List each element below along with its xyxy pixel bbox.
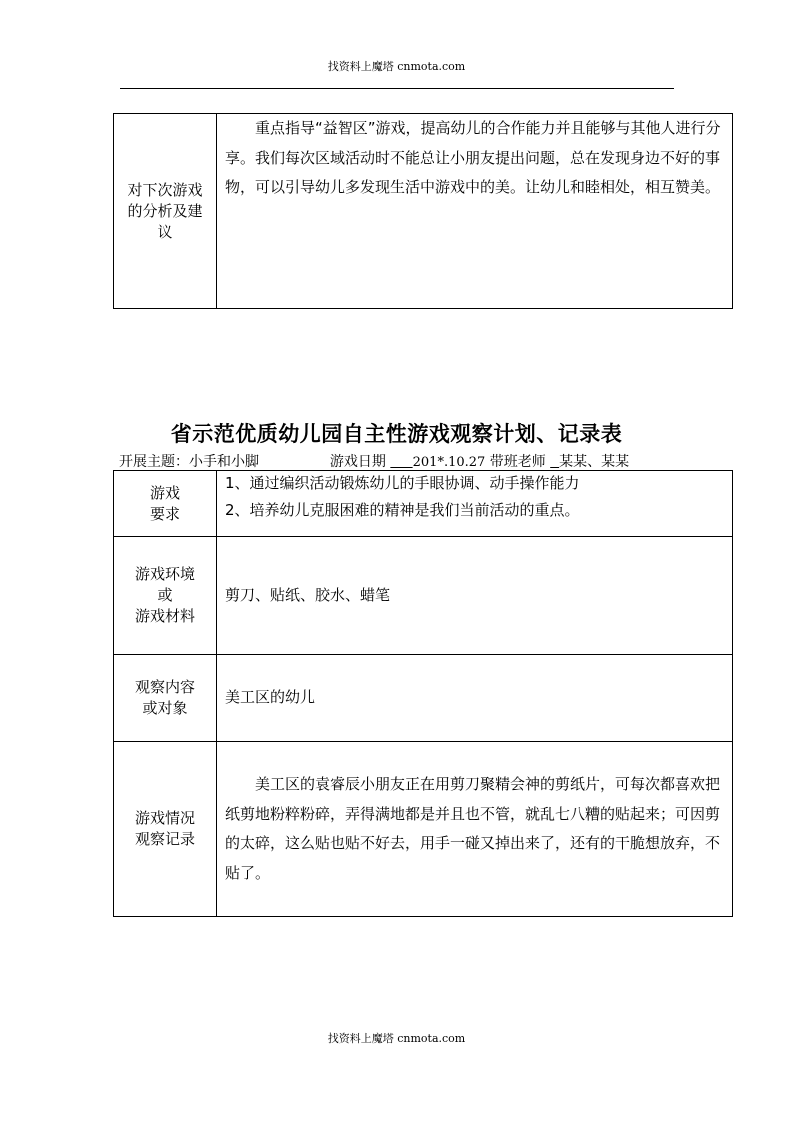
page-footer: 找资料上魔塔 cnmota.com bbox=[327, 1032, 466, 1045]
analysis-label-line: 议 bbox=[157, 222, 173, 241]
page-header: 找资料上魔塔 cnmota.com bbox=[327, 60, 466, 73]
teacher-label: 带班老师 bbox=[489, 454, 546, 470]
requirements-label bbox=[114, 471, 217, 537]
analysis-label-line: 的分析及建 bbox=[127, 201, 203, 220]
requirement-item: 1、通过编织活动锻炼幼儿的手眼协调、动手操作能力 bbox=[225, 474, 580, 492]
observation-table bbox=[113, 470, 733, 917]
record-label-line: 游戏情况 bbox=[134, 809, 195, 827]
environment-content: 剪刀、贴纸、胶水、蜡笔 bbox=[217, 537, 733, 655]
observation-content: 美工区的幼儿 bbox=[217, 655, 733, 742]
observation-label-line: 或对象 bbox=[142, 699, 188, 717]
record-content: 美工区的袁睿辰小朋友正在用剪刀聚精会神的剪纸片，可每次都喜欢把纸剪地粉粹粉碎，弄得满地都是并且也不管，就乱七八糟的贴起来；可因剪的太碎，这么贴也贴不好去，用手一碰又掉出来了，还有的干脆想放弃，不贴了。 bbox=[225, 775, 721, 882]
date-label: 游戏日期 bbox=[329, 454, 386, 470]
date-value: 201*.10.27 bbox=[412, 455, 486, 470]
record-label-line: 观察记录 bbox=[134, 830, 195, 848]
environment-label-line: 游戏环境 bbox=[134, 565, 195, 583]
analysis-label bbox=[114, 114, 217, 309]
observation-label-line: 观察内容 bbox=[134, 678, 195, 696]
requirements-label-line: 游戏 bbox=[149, 483, 180, 502]
theme-value: 小手和小脚 bbox=[189, 454, 259, 470]
observation-label bbox=[114, 655, 217, 742]
analysis-label-line: 对下次游戏 bbox=[127, 180, 203, 199]
header-divider bbox=[120, 88, 674, 89]
form-info-line bbox=[119, 451, 739, 471]
analysis-content: 重点指导“益智区”游戏，提高幼儿的合作能力并且能够与其他人进行分享。我们每次区域活动时不能总让小朋友提出问题，总在发现身边不好的事物，可以引导幼儿多发现生活中游戏中的美。让幼儿和睦相处，相互赞美。 bbox=[225, 119, 721, 196]
record-content-cell bbox=[217, 742, 733, 917]
teacher-value: 某某、某某 bbox=[559, 454, 630, 470]
requirements-label-line: 要求 bbox=[149, 504, 180, 523]
date-field bbox=[390, 454, 485, 470]
analysis-table bbox=[113, 113, 733, 309]
requirements-cell bbox=[217, 471, 733, 537]
theme-label: 开展主题： bbox=[119, 454, 189, 470]
analysis-content-cell bbox=[217, 114, 733, 309]
environment-label-line: 或 bbox=[157, 586, 173, 604]
environment-label bbox=[114, 537, 217, 655]
record-label bbox=[114, 742, 217, 917]
teacher-field bbox=[550, 451, 629, 471]
requirement-item: 2、培养幼儿克服困难的精神是我们当前活动的重点。 bbox=[225, 501, 580, 519]
environment-label-line: 游戏材料 bbox=[134, 607, 195, 625]
form-title: 省示范优质幼儿园自主性游戏观察计划、记录表 bbox=[170, 421, 623, 446]
